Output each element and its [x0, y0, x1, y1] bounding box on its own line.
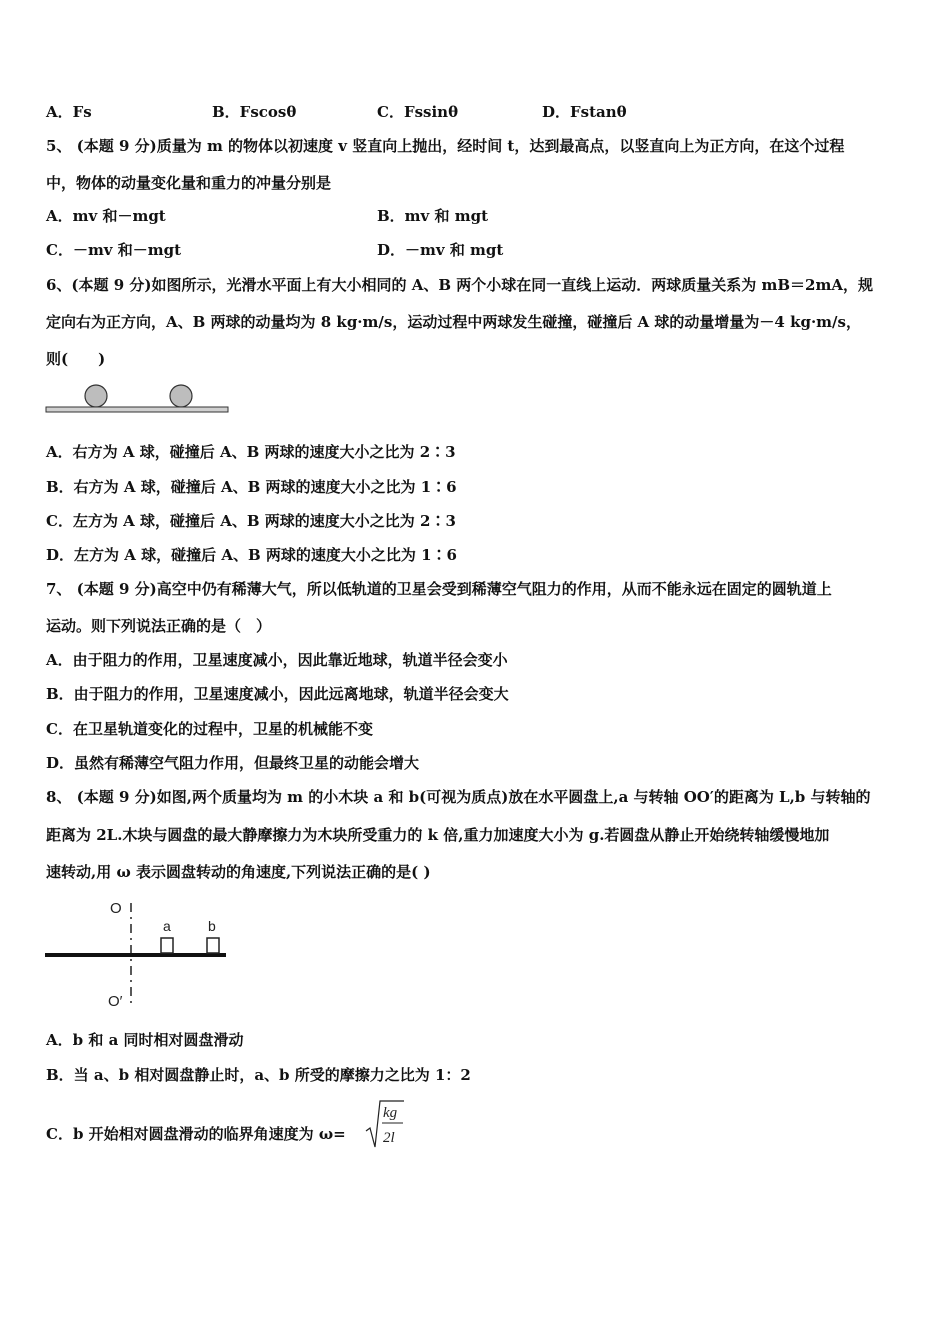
q8-option-a: A．b 和 a 同时相对圆盘滑动 [46, 1031, 244, 1049]
sqrt-formula [364, 1097, 406, 1151]
q4-option-c: C．Fssinθ [377, 103, 459, 121]
q6-option-b: B．右方为 A 球，碰撞后 A、B 两球的速度大小之比为 1∶6 [46, 478, 457, 496]
q8-option-b: B．当 a、b 相对圆盘静止时，a、b 所受的摩擦力之比为 1：2 [46, 1066, 471, 1084]
q6-option-a: A．右方为 A 球，碰撞后 A、B 两球的速度大小之比为 2∶3 [46, 443, 456, 461]
label-o: O [110, 900, 122, 917]
q4-option-b: B．Fscosθ [212, 103, 297, 121]
q4-option-d: D．Fstanθ [542, 103, 627, 121]
q6-stem-line1: 6、(本题 9 分)如图所示，光滑水平面上有大小相同的 A、B 两个小球在同一直线上运动．两球质量关系为 mB＝2mA，规 [46, 276, 873, 294]
q5-option-c: C．－mv 和－mgt [46, 241, 182, 259]
q8-stem-line3: 速转动,用 ω 表示圆盘转动的角速度,下列说法正确的是( ) [46, 863, 431, 881]
q4-option-a: A．Fs [46, 103, 92, 121]
q6-option-d: D．左方为 A 球，碰撞后 A、B 两球的速度大小之比为 1∶6 [46, 546, 457, 564]
q5-stem-line2: 中，物体的动量变化量和重力的冲量分别是 [46, 174, 332, 192]
q7-option-d: D．虽然有稀薄空气阻力作用，但最终卫星的动能会增大 [46, 754, 420, 772]
q5-option-b: B．mv 和 mgt [377, 207, 488, 225]
q7-option-c: C．在卫星轨道变化的过程中，卫星的机械能不变 [46, 720, 373, 738]
block-b [207, 938, 219, 953]
label-b: b [208, 918, 216, 934]
q7-option-a: A．由于阻力的作用，卫星速度减小，因此靠近地球，轨道半径会变小 [46, 651, 508, 669]
q5-option-d: D．－mv 和 mgt [377, 241, 504, 259]
q6-balls-figure [44, 378, 234, 418]
q8-stem-line1: 8、 (本题 9 分)如图,两个质量均为 m 的小木块 a 和 b(可视为质点)放在水平圆盘上,a 与转轴 OO′的距离为 L,b 与转轴的 [46, 788, 871, 806]
q6-stem-line2: 定向右为正方向，A、B 两球的动量均为 8 kg·m/s，运动过程中两球发生碰撞，碰撞后 A 球的动量增量为－4 kg·m/s， [46, 313, 861, 331]
q8-stem-line2: 距离为 2L.木块与圆盘的最大静摩擦力为木块所受重力的 k 倍,重力加速度大小为 g.若圆盘从静止开始绕转轴缓慢地加 [46, 826, 830, 844]
formula-denominator: 2l [383, 1130, 395, 1146]
ball-right [170, 385, 192, 407]
q8-option-c: C．b 开始相对圆盘滑动的临界角速度为 ω= [46, 1125, 346, 1143]
ball-left [85, 385, 107, 407]
block-a [161, 938, 173, 953]
horizontal-surface [46, 407, 228, 412]
q8-disk-figure [42, 893, 232, 1013]
q6-option-c: C．左方为 A 球，碰撞后 A、B 两球的速度大小之比为 2∶3 [46, 512, 456, 530]
q5-option-a: A．mv 和－mgt [46, 207, 166, 225]
q7-stem-line1: 7、 (本题 9 分)高空中仍有稀薄大气，所以低轨道的卫星会受到稀薄空气阻力的作用，从而不能永远在固定的圆轨道上 [46, 580, 832, 598]
q5-stem-line1: 5、 (本题 9 分)质量为 m 的物体以初速度 v 竖直向上抛出，经时间 t，达到最高点，以竖直向上为正方向，在这个过程 [46, 137, 845, 155]
label-a: a [163, 918, 171, 934]
q7-option-b: B．由于阻力的作用，卫星速度减小，因此远离地球，轨道半径会变大 [46, 685, 509, 703]
formula-numerator: kg [383, 1105, 398, 1121]
label-o-prime: O′ [108, 993, 123, 1010]
q7-stem-line2: 运动。则下列说法正确的是（ ） [46, 617, 272, 635]
q6-stem-line3: 则( ) [46, 350, 106, 368]
